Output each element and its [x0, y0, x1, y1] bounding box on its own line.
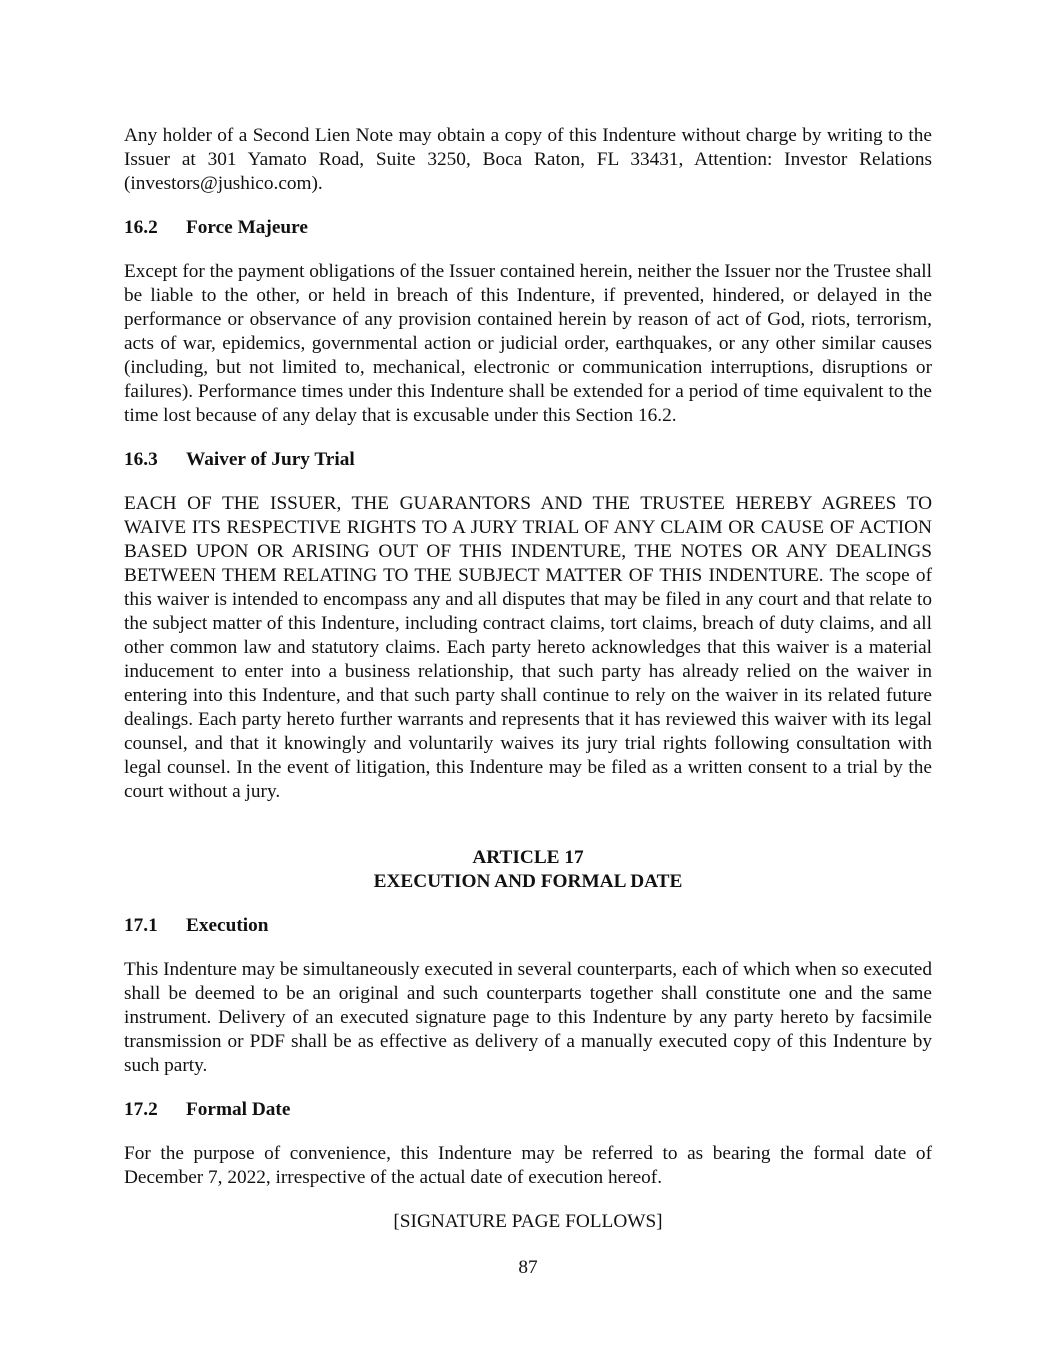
page-number: 87 — [518, 1257, 538, 1278]
section-heading-17-2 — [124, 1098, 932, 1122]
section-body-17-1: This Indenture may be simultaneously executed in several counterparts, each of which when so executed shall be deemed to be an original and such counterparts together shall constitute one and the same instrument. Delivery of an executed signature page to this Indenture by any party hereto by facsimile transmission or PDF shall be as effective as delivery of a manually executed copy of this Indenture by such party. — [124, 959, 932, 1076]
section-body-16-3: EACH OF THE ISSUER, THE GUARANTORS AND THE TRUSTEE HEREBY AGREES TO WAIVE ITS RESPECTIVE RIGHTS TO A JURY TRIAL OF ANY CLAIM OR CAUSE OF ACTION BASED UPON OR ARISING OUT OF THIS INDENTURE, THE NOTES OR ANY DEALINGS BETWEEN THEM RELATING TO THE SUBJECT MATTER OF THIS INDENTURE. The scope of this waiver is intended to encompass any and all disputes that may be filed in any court and that relate to the subject matter of this Indenture, including contract claims, tort claims, breach of duty claims, and all other common law and statutory claims. Each party hereto acknowledges that this waiver is a material inducement to enter into a business relationship, that such party has already relied on the waiver in entering into this Indenture, and that such party shall continue to rely on the waiver in its related future dealings. Each party hereto further warrants and represents that it has reviewed this waiver with its legal counsel, and that it knowingly and voluntarily waives its jury trial rights following consultation with legal counsel. In the event of litigation, this Indenture may be filed as a written consent to a trial by the court without a jury. — [124, 493, 932, 802]
section-title: Waiver of Jury Trial — [186, 449, 355, 470]
article-heading — [124, 846, 932, 894]
section-heading-17-1 — [124, 914, 932, 938]
section-title: Force Majeure — [186, 217, 308, 238]
section-title: Execution — [186, 915, 269, 936]
section-number: 17.1 — [124, 915, 158, 936]
intro-paragraph: Any holder of a Second Lien Note may obtain a copy of this Indenture without charge by writing to the Issuer at 301 Yamato Road, Suite 3250, Boca Raton, FL 33431, Attention: Investor Relations (investors@jushico.com). — [124, 125, 932, 194]
section-number: 17.2 — [124, 1099, 158, 1120]
section-heading-16-2 — [124, 216, 932, 240]
section-heading-16-3 — [124, 448, 932, 472]
section-number: 16.2 — [124, 217, 158, 238]
document-page — [124, 124, 932, 1280]
section-number: 16.3 — [124, 449, 158, 470]
article-title: EXECUTION AND FORMAL DATE — [373, 871, 683, 892]
article-label: ARTICLE 17 — [472, 847, 584, 868]
signature-page-note: [SIGNATURE PAGE FOLLOWS] — [393, 1211, 663, 1232]
section-body-17-2: For the purpose of convenience, this Indenture may be referred to as bearing the formal date of December 7, 2022, irrespective of the actual date of execution hereof. — [124, 1143, 932, 1188]
section-title: Formal Date — [186, 1099, 291, 1120]
section-body-16-2: Except for the payment obligations of the Issuer contained herein, neither the Issuer nor the Trustee shall be liable to the other, or held in breach of this Indenture, if prevented, hindered, or delayed in the performance or observance of any provision contained herein by reason of act of God, riots, terrorism, acts of war, epidemics, governmental action or judicial order, earthquakes, or any other similar causes (including, but not limited to, mechanical, electronic or communication interruptions, disruptions or failures). Performance times under this Indenture shall be extended for a period of time equivalent to the time lost because of any delay that is excusable under this Section 16.2. — [124, 261, 932, 426]
